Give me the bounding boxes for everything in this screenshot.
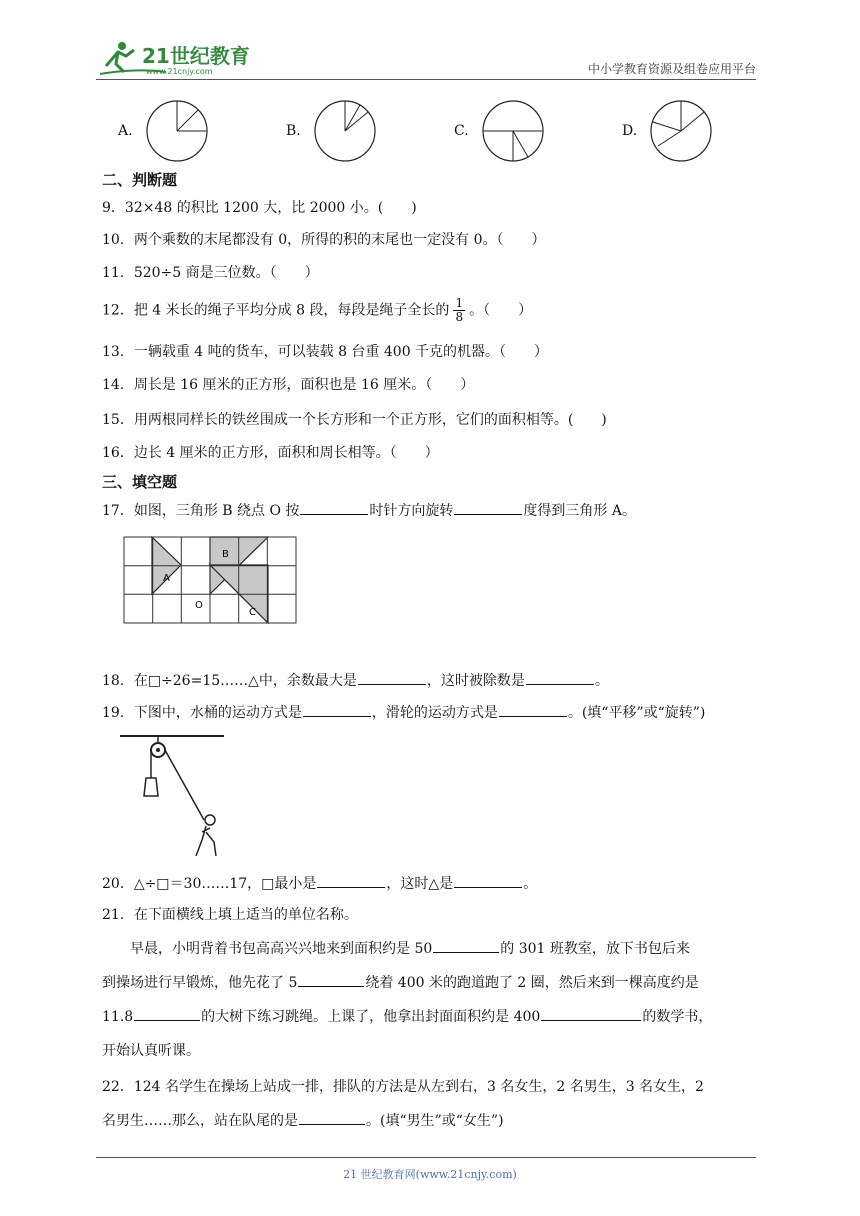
question-10: 10．两个乘数的末尾都没有 0，所得的积的末尾也一定没有 0。（ ） [102,232,546,248]
question-20: 20．△÷□＝30……17，□最小是 ，这时△是 。 [102,873,537,894]
triangle-a-label: A [163,573,170,584]
answer-blank[interactable] [499,702,567,717]
question-21-paragraph: 早晨，小明背着书包高高兴兴地来到面积约是 50 的 301 班教室，放下书包后来 到操场进行早锻炼，他先花了 5 绕着 400 米的跑道跑了 2 圈，然后来到一棵高度约是 11.8 的大树下练习跳绳。上课了，他拿出封面面积约是 400 的数学书， 开始认真听课。 [102,932,762,1068]
section-fill-title: 三、填空题 [102,473,178,491]
triangle-b-label: B [222,549,229,560]
question-12-end: 。（ ） [469,302,533,319]
question-18: 18．在□÷26=15……△中，余数最大是 ，这时被除数是 。 [102,670,609,691]
option-b-circle [312,98,378,164]
option-c-label: C. [454,123,469,139]
question-14: 14．周长是 16 厘米的正方形，面积也是 16 厘米。（ ） [102,377,475,393]
platform-name: 中小学教育资源及组卷应用平台 [587,62,756,76]
footer-divider [96,1157,756,1158]
question-17: 17．如图，三角形 B 绕点 O 按 时针方向旋转 度得到三角形 A。 [102,500,636,521]
answer-blank[interactable] [454,873,522,888]
answer-blank[interactable] [541,1006,641,1021]
logo-url: www.21cnjy.com [146,67,213,76]
question-15: 15．用两根同样长的铁丝围成一个长方形和一个正方形，它们的面积相等。( ) [102,412,607,428]
triangle-c-label: C [249,607,256,618]
answer-blank[interactable] [454,500,522,515]
option-d-circle [648,98,714,164]
question-11: 11．520÷5 商是三位数。（ ） [102,265,319,281]
question-22: 22．124 名学生在操场上站成一排，排队的方法是从左到右，3 名女生，2 名男生，3 名女生，2 名男生……那么，站在队尾的是 。(填“男生”或“女生”) [102,1079,704,1129]
fraction-one-eighth: $\frac{1}{8}$ [455,296,464,324]
question-12 [102,297,532,324]
question-9: 9．32×48 的积比 1200 大，比 2000 小。( ) [102,200,417,216]
option-b-label: B. [286,123,301,139]
section-judgment-title: 二、判断题 [102,171,178,189]
question-13: 13．一辆载重 4 吨的货车，可以装载 8 台重 400 千克的机器。（ ） [102,344,549,360]
question-12-text: 12．把 4 米长的绳子平均分成 8 段，每段是绳子全长的 [102,302,450,319]
answer-blank[interactable] [299,1110,365,1125]
question-19: 19．下图中，水桶的运动方式是 ，滑轮的运动方式是 。(填“平移”或“旋转”) [102,702,705,723]
rotation-grid-figure [123,536,297,624]
answer-blank[interactable] [134,1006,200,1021]
site-logo [96,38,256,78]
logo-title: 21世纪教育 [142,44,250,68]
answer-blank[interactable] [526,670,594,685]
option-a-circle [144,98,210,164]
option-d-label: D. [622,123,638,139]
answer-blank[interactable] [303,702,371,717]
option-c-circle [480,98,546,164]
question-16: 16．边长 4 厘米的正方形，面积和周长相等。（ ） [102,445,439,461]
question-21-title: 21．在下面横线上填上适当的单位名称。 [102,907,358,923]
header-divider [96,79,756,80]
point-o-label: O [195,600,203,611]
option-a-label: A. [118,123,133,139]
pulley-figure [118,732,228,860]
q8-options [118,96,758,166]
answer-blank[interactable] [433,938,499,953]
answer-blank[interactable] [317,873,385,888]
answer-blank[interactable] [300,500,368,515]
footer-source[interactable]: 21 世纪教育网(www.21cnjy.com) [343,1168,517,1181]
answer-blank[interactable] [298,972,364,987]
answer-blank[interactable] [358,670,426,685]
